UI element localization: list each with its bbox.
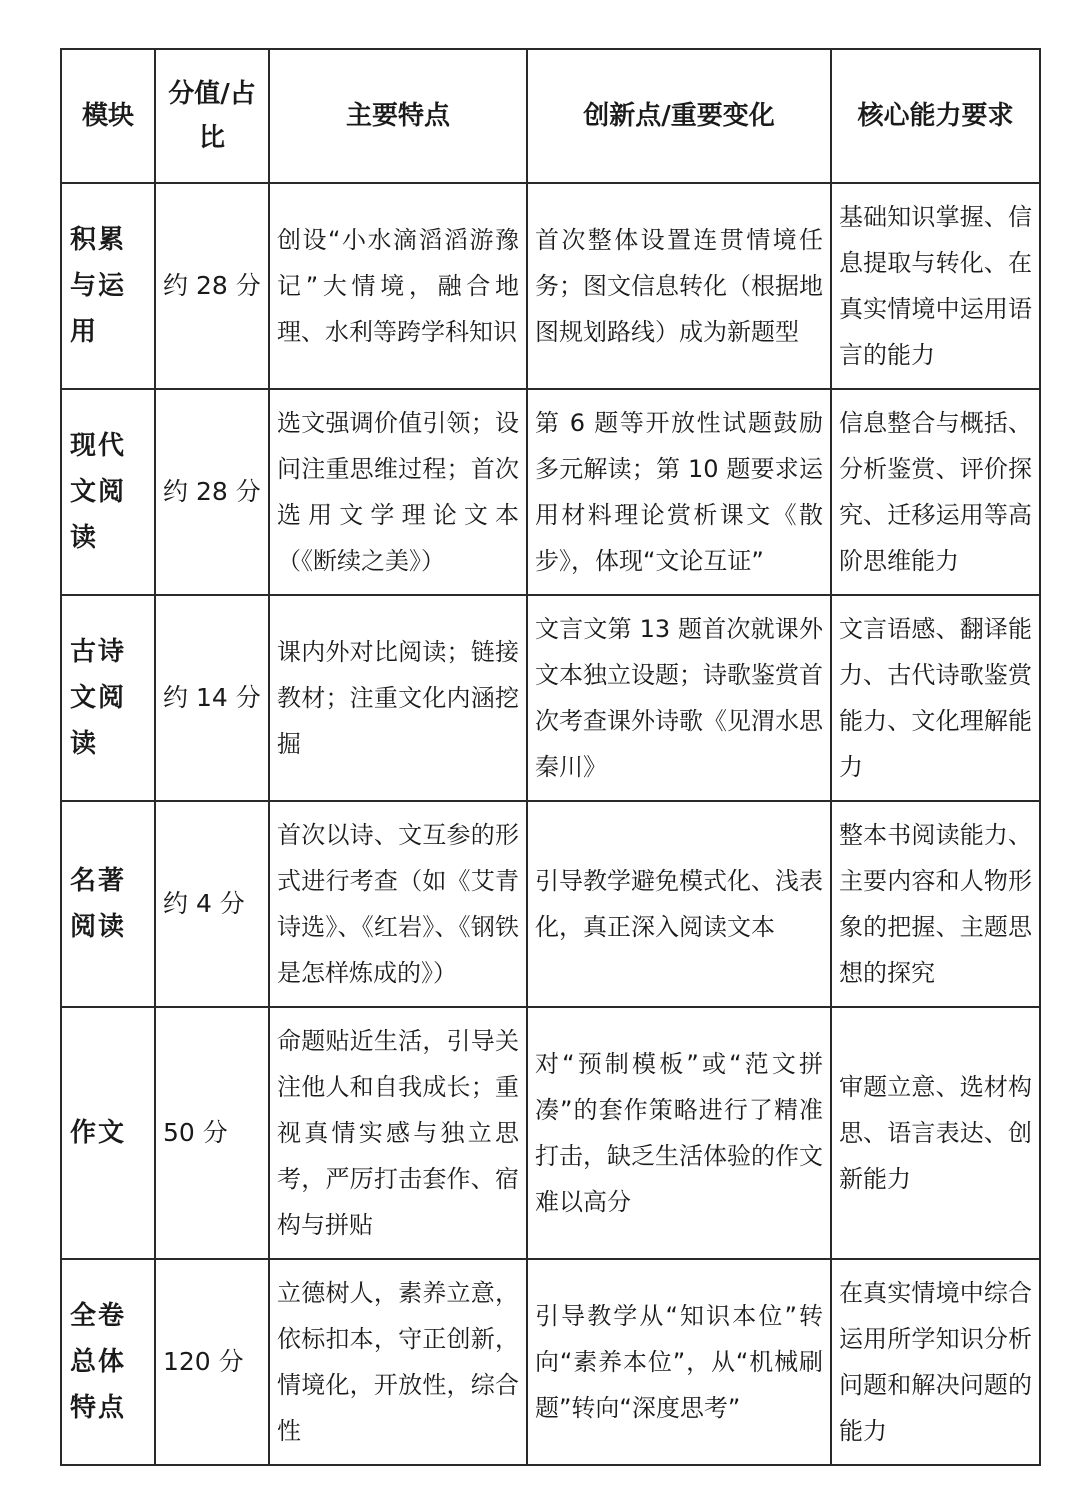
- innovation-cell: 第 6 题等开放性试题鼓励多元解读；第 10 题要求运用材料理论赏析课文《散步》，体现“文论互证”: [527, 389, 831, 595]
- header-features: 主要特点: [269, 49, 527, 183]
- ability-cell: 文言语感、翻译能力、古代诗歌鉴赏能力、文化理解能力: [831, 595, 1040, 801]
- table-row: [61, 183, 1040, 389]
- ability-cell: 整本书阅读能力、主要内容和人物形象的把握、主题思想的探究: [831, 801, 1040, 1007]
- module-cell: 作文: [61, 1007, 155, 1259]
- module-cell: 积累与运用: [61, 183, 155, 389]
- score-cell: 约 4 分: [155, 801, 269, 1007]
- table-row: [61, 1007, 1040, 1259]
- features-cell: 选文强调价值引领；设问注重思维过程；首次选用文学理论文本（《断续之美》）: [269, 389, 527, 595]
- module-cell: 古诗文阅读: [61, 595, 155, 801]
- module-cell: 名著阅读: [61, 801, 155, 1007]
- table-row: [61, 389, 1040, 595]
- ability-cell: 基础知识掌握、信息提取与转化、在真实情境中运用语言的能力: [831, 183, 1040, 389]
- module-cell: 现代文阅读: [61, 389, 155, 595]
- innovation-cell: 引导教学从“知识本位”转向“素养本位”，从“机械刷题”转向“深度思考”: [527, 1259, 831, 1465]
- header-row: [61, 49, 1040, 183]
- header-ability: 核心能力要求: [831, 49, 1040, 183]
- features-cell: 命题贴近生活，引导关注他人和自我成长；重视真情实感与独立思考，严厉打击套作、宿构与拼贴: [269, 1007, 527, 1259]
- table-row: [61, 595, 1040, 801]
- header-score: 分值/占比: [155, 49, 269, 183]
- ability-cell: 在真实情境中综合运用所学知识分析问题和解决问题的能力: [831, 1259, 1040, 1465]
- header-innovation: 创新点/重要变化: [527, 49, 831, 183]
- comparison-table: [60, 48, 1041, 1466]
- features-cell: 立德树人，素养立意，依标扣本，守正创新，情境化，开放性，综合性: [269, 1259, 527, 1465]
- score-cell: 约 14 分: [155, 595, 269, 801]
- ability-cell: 信息整合与概括、分析鉴赏、评价探究、迁移运用等高阶思维能力: [831, 389, 1040, 595]
- module-cell: 全卷总体特点: [61, 1259, 155, 1465]
- features-cell: 课内外对比阅读；链接教材；注重文化内涵挖掘: [269, 595, 527, 801]
- score-cell: 50 分: [155, 1007, 269, 1259]
- features-cell: 首次以诗、文互参的形式进行考查（如《艾青诗选》、《红岩》、《钢铁是怎样炼成的》）: [269, 801, 527, 1007]
- score-cell: 约 28 分: [155, 183, 269, 389]
- table-row: [61, 801, 1040, 1007]
- table-row: [61, 1259, 1040, 1465]
- innovation-cell: 首次整体设置连贯情境任务；图文信息转化（根据地图规划路线）成为新题型: [527, 183, 831, 389]
- header-module: 模块: [61, 49, 155, 183]
- innovation-cell: 对“预制模板”或“范文拼凑”的套作策略进行了精准打击，缺乏生活体验的作文难以高分: [527, 1007, 831, 1259]
- innovation-cell: 引导教学避免模式化、浅表化，真正深入阅读文本: [527, 801, 831, 1007]
- innovation-cell: 文言文第 13 题首次就课外文本独立设题；诗歌鉴赏首次考查课外诗歌《见渭水思秦川》: [527, 595, 831, 801]
- ability-cell: 审题立意、选材构思、语言表达、创新能力: [831, 1007, 1040, 1259]
- features-cell: 创设“小水滴滔滔游豫记”大情境，融合地理、水利等跨学科知识: [269, 183, 527, 389]
- score-cell: 120 分: [155, 1259, 269, 1465]
- score-cell: 约 28 分: [155, 389, 269, 595]
